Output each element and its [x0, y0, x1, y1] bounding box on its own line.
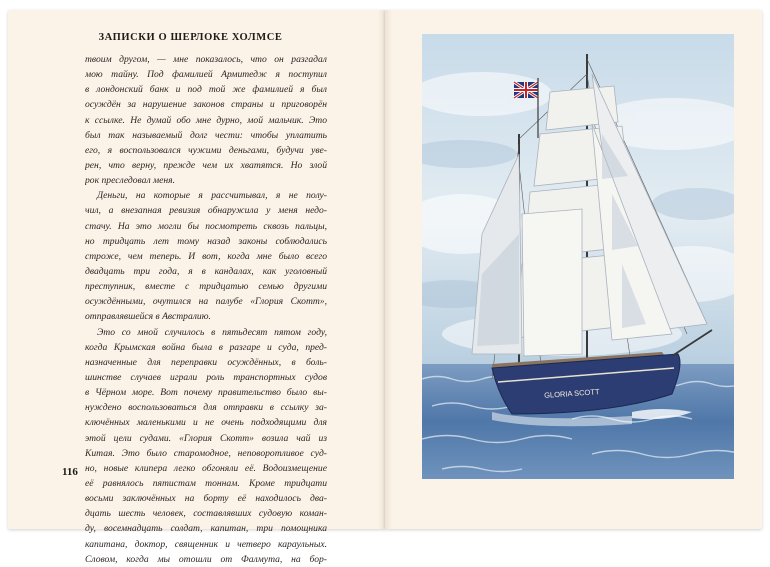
text-line: Это со мной случилось в пятьдесят пятом году,: [97, 326, 327, 338]
text-line: в Чёрном море. Вот почему правительство было вы-: [85, 387, 327, 399]
text-line: стачу. На это могли бы посмотреть сквозь пальцы,: [85, 220, 327, 232]
text-line: дцать шесть человек, составлявших судовую коман-: [85, 508, 327, 520]
text-line: строже, чем теперь. И вот, когда мне было всего: [85, 250, 327, 262]
text-line: к ссылке. Не думай обо мне дурно, мой мальчик. Это: [85, 114, 327, 126]
text-line: нуждено воспользоваться для отправки в ссылку за-: [85, 402, 327, 414]
text-line: когда Крымская война была в разгаре и суда, пред-: [85, 341, 327, 353]
text-line: но тридцать лет тому назад законы соблюдались: [85, 235, 327, 247]
text-line: но, новые клипера легко обгоняли её. Водоизмещение: [85, 462, 327, 474]
text-line: осуждёнными, очутился на палубе «Глория Скотт»,: [85, 296, 327, 308]
text-line: в лондонский банк и под той же фамилией я был: [85, 84, 327, 96]
text-line: двадцать три года, я в кандалах, как уголовный: [85, 265, 327, 277]
text-line: преступник, вместе с тридцатью семью другими: [85, 281, 327, 293]
paragraph-1: [85, 52, 327, 188]
text-line: отправлявшейся в Австралию.: [85, 311, 211, 323]
text-line: твоим другом, — мне показалось, что он разгадал: [85, 54, 327, 65]
page-number: 116: [62, 466, 78, 478]
text-line: рен, что верну, прежде чем их хватятся. Но злой: [85, 159, 327, 171]
text-line: был так называемый долг чести: чтобы уплатить: [85, 129, 327, 141]
text-line: назначенные для переправки осуждённых, в боль-: [85, 356, 327, 368]
text-line: его, я воспользовался чужими деньгами, будучи уве-: [85, 144, 327, 156]
text-line: ду, восемнадцать солдат, капитан, три помощника: [85, 523, 327, 535]
text-line: восьми заключённых на борту её находилось два-: [85, 493, 327, 505]
paragraph-2: [85, 188, 327, 324]
text-line: чил, а внезапная ревизия обнаружила у меня недо-: [85, 205, 327, 217]
text-line: рок преследовал меня.: [85, 175, 176, 187]
text-line: Деньги, на которые я рассчитывал, я не полу-: [97, 190, 327, 202]
text-line: ключённых маленькими и не очень подходящими для: [85, 417, 327, 429]
text-line: Китая. Это было старомодное, неповоротливое суд-: [85, 447, 327, 459]
text-line: Словом, когда мы отошли от Фалмута, на бор-: [85, 553, 327, 565]
text-line: капитана, доктор, священник и четверо караульных.: [85, 538, 327, 550]
running-head: ЗАПИСКИ О ШЕРЛОКЕ ХОЛМСЕ: [98, 32, 283, 43]
text-line: этой цели судами. «Глория Скотт» возила чай из: [85, 432, 327, 444]
text-line: мою тайну. Под фамилией Армитедж я поступил: [85, 69, 327, 81]
text-line: шинстве случаев играли роль транспортных судов: [85, 371, 327, 383]
text-line: осуждён за нарушение законов страны и приговорён: [85, 99, 327, 111]
text-line: её равнялось пятистам тоннам. Кроме тридцати: [85, 477, 327, 489]
paragraph-3: [85, 325, 327, 567]
ship-name: GLORIA SCOTT: [543, 387, 600, 400]
body-text: [85, 52, 327, 567]
ship-illustration: [422, 34, 734, 479]
ship-illustration-svg: [422, 34, 734, 479]
